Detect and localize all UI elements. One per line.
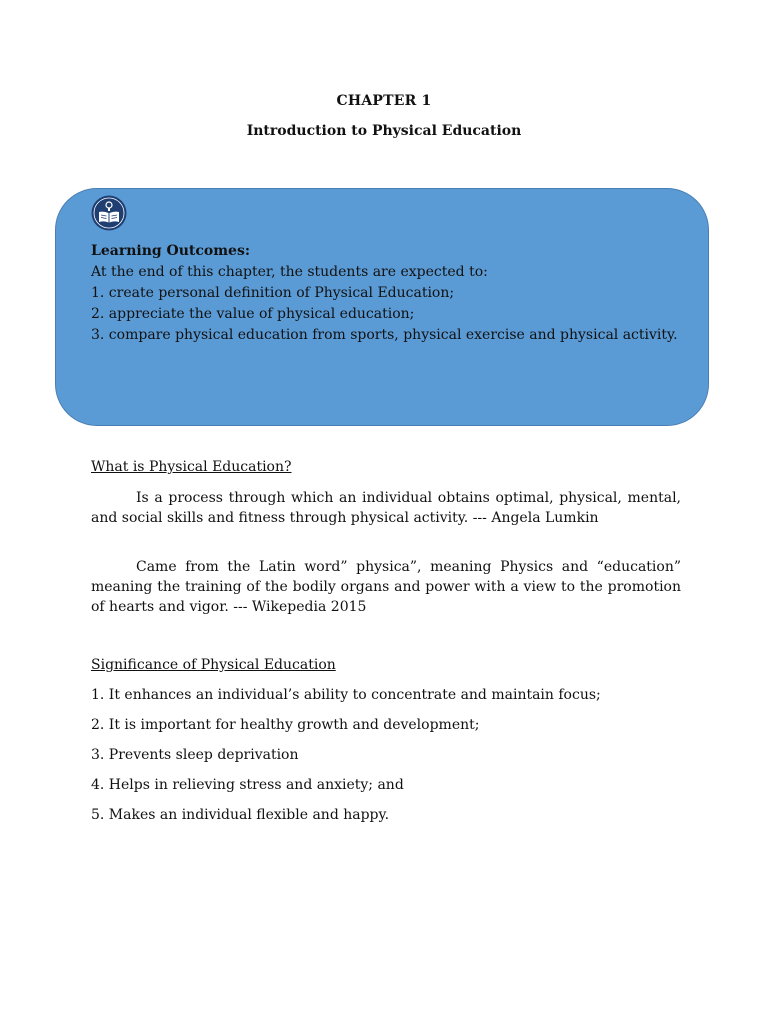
learning-outcome-item: 3. compare physical education from sports, physical exercise and physical activity. — [91, 327, 678, 343]
significance-item: 3. Prevents sleep deprivation — [91, 747, 299, 763]
book-lightbulb-icon — [91, 195, 127, 231]
learning-outcomes-intro: At the end of this chapter, the students are expected to: — [91, 264, 488, 280]
chapter-number: CHAPTER 1 — [336, 93, 432, 109]
learning-outcomes-heading: Learning Outcomes: — [91, 243, 251, 259]
definition-paragraph: Is a process through which an individual obtains optimal, physical, mental, and social skills and fitness through physical activity. --- Angela Lumkin — [91, 490, 681, 526]
etymology-paragraph: Came from the Latin word” physica”, meaning Physics and “education” meaning the training of the bodily organs and power with a view to the promotion of hearts and vigor. --- Wikepedia 2015 — [91, 559, 681, 615]
learning-outcomes-box — [55, 188, 709, 426]
significance-item: 4. Helps in relieving stress and anxiety; and — [91, 777, 404, 793]
learning-outcomes-text — [91, 241, 691, 346]
significance-item: 2. It is important for healthy growth and development; — [91, 717, 480, 733]
learning-outcome-item: 2. appreciate the value of physical education; — [91, 306, 415, 322]
significance-heading: Significance of Physical Education — [91, 657, 336, 673]
what-is-pe-heading: What is Physical Education? — [91, 459, 292, 475]
learning-outcome-item: 1. create personal definition of Physical Education; — [91, 285, 455, 301]
chapter-title: Introduction to Physical Education — [246, 123, 522, 139]
significance-item: 1. It enhances an individual’s ability to concentrate and maintain focus; — [91, 687, 601, 703]
significance-item: 5. Makes an individual flexible and happy. — [91, 807, 390, 823]
